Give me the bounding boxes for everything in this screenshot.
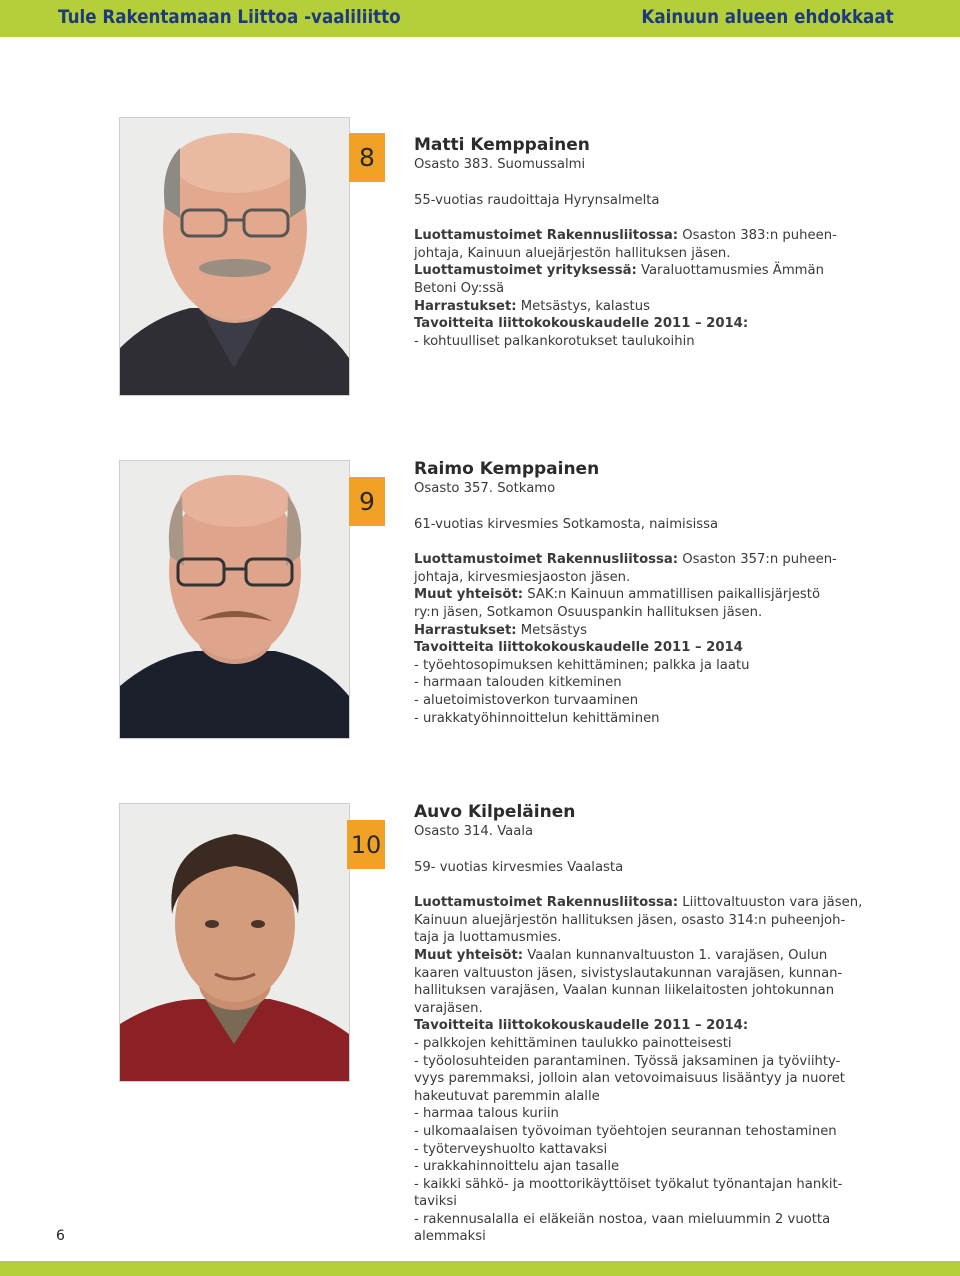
goal-item: - työolosuhteiden parantaminen. Työssä jaksaminen ja työviihty- — [414, 1053, 841, 1069]
goal-item: - urakkatyöhinnoittelun kehittäminen — [414, 710, 660, 726]
trust-text: johtaja, kirvesmiesjaoston jäsen. — [414, 569, 631, 585]
other-text: Vaalan kunnanvaltuuston 1. varajäsen, Oulun — [523, 947, 828, 963]
candidate-intro: 55-vuotias raudoittaja Hyrynsalmelta — [414, 192, 660, 208]
candidate-photo — [119, 460, 350, 739]
other-text: SAK:n Kainuun ammatillisen paikallisjärjestö — [523, 587, 821, 603]
trust-text: Osaston 383:n puheen- — [678, 228, 837, 244]
goal-item: taviksi — [414, 1194, 457, 1210]
company-text: Varaluottamusmies Ämmän — [636, 263, 824, 279]
candidate-photo — [119, 117, 350, 396]
goal-item: hakeutuvat paremmin alalle — [414, 1088, 600, 1104]
candidate-info — [414, 135, 864, 350]
candidate-photo — [119, 803, 350, 1082]
trust-text: Liittovaltuuston vara jäsen, — [678, 895, 863, 911]
candidate-intro: 61-vuotias kirvesmies Sotkamosta, naimisissa — [414, 516, 719, 532]
company-label: Luottamustoimet yrityksessä: — [414, 263, 637, 279]
trust-label: Luottamustoimet Rakennusliitossa: — [414, 552, 679, 568]
page-number: 6 — [56, 1228, 65, 1244]
hobbies-text: Metsästys, kalastus — [516, 298, 650, 314]
header-right-title: Kainuun alueen ehdokkaat — [641, 6, 894, 28]
goal-item: - harmaan talouden kitkeminen — [414, 675, 622, 691]
other-label: Muut yhteisöt: — [414, 947, 524, 963]
goal-item: alemmaksi — [414, 1229, 486, 1245]
goals-label: Tavoitteita liittokokouskaudelle 2011 – 2014: — [414, 1018, 749, 1034]
other-text: ry:n jäsen, Sotkamon Osuuspankin hallituksen jäsen. — [414, 604, 763, 620]
other-text: kaaren valtuuston jäsen, sivistyslautakunnan varajäsen, kunnan- — [414, 965, 843, 981]
trust-label: Luottamustoimet Rakennusliitossa: — [414, 895, 679, 911]
hobbies-label: Harrastukset: — [414, 298, 517, 314]
goal-item: - rakennusalalla ei eläkeiän nostoa, vaan mieluummin 2 vuotta — [414, 1211, 831, 1227]
candidate-number-badge: 8 — [349, 133, 385, 182]
goal-item: - harmaa talous kuriin — [414, 1106, 559, 1122]
candidate-name: Auvo Kilpeläinen — [414, 802, 576, 822]
candidate-info — [414, 802, 864, 1246]
goal-item: - palkkojen kehittäminen taulukko painotteisesti — [414, 1035, 732, 1051]
header-left-title: Tule Rakentamaan Liittoa -vaaliliitto — [58, 6, 401, 28]
footer-bar — [0, 1261, 960, 1276]
candidate-name: Raimo Kemppainen — [414, 459, 600, 479]
candidate-branch: Osasto 383. Suomussalmi — [414, 157, 586, 172]
trust-text: taja ja luottamusmies. — [414, 930, 562, 946]
candidate-name: Matti Kemppainen — [414, 135, 590, 155]
goals-label: Tavoitteita liittokokouskaudelle 2011 – 2014 — [414, 640, 743, 656]
trust-text: Kainuun aluejärjestön hallituksen jäsen, osasto 314:n puheenjoh- — [414, 912, 846, 928]
trust-label: Luottamustoimet Rakennusliitossa: — [414, 228, 679, 244]
hobbies-text: Metsästys — [516, 622, 588, 638]
goal-item: vyys paremmaksi, jolloin alan vetovoimaisuus lisääntyy ja nuoret — [414, 1071, 845, 1087]
goal-item: - kohtuulliset palkankorotukset taulukoihin — [414, 333, 695, 349]
company-text: Betoni Oy:ssä — [414, 280, 505, 296]
other-label: Muut yhteisöt: — [414, 587, 524, 603]
candidate-info — [414, 459, 864, 727]
goal-item: - työehtosopimuksen kehittäminen; palkka ja laatu — [414, 657, 750, 673]
candidate-branch: Osasto 314. Vaala — [414, 824, 534, 839]
trust-text: Osaston 357:n puheen- — [678, 552, 837, 568]
other-text: varajäsen. — [414, 1000, 483, 1016]
candidate-number-badge: 9 — [349, 477, 385, 526]
candidate-intro: 59- vuotias kirvesmies Vaalasta — [414, 859, 624, 875]
goals-label: Tavoitteita liittokokouskaudelle 2011 – 2014: — [414, 316, 749, 332]
goal-item: - työterveyshuolto kattavaksi — [414, 1141, 608, 1157]
goal-item: - kaikki sähkö- ja moottorikäyttöiset työkalut työnantajan hankit- — [414, 1176, 843, 1192]
candidate-number-badge: 10 — [347, 820, 385, 869]
hobbies-label: Harrastukset: — [414, 622, 517, 638]
goal-item: - urakkahinnoittelu ajan tasalle — [414, 1159, 620, 1175]
goal-item: - aluetoimistoverkon turvaaminen — [414, 692, 639, 708]
candidate-branch: Osasto 357. Sotkamo — [414, 481, 556, 496]
other-text: hallituksen varajäsen, Vaalan kunnan liikelaitosten johtokunnan — [414, 983, 835, 999]
goal-item: - ulkomaalaisen työvoiman työehtojen seurannan tehostaminen — [414, 1123, 837, 1139]
trust-text: johtaja, Kainuun aluejärjestön hallituksen jäsen. — [414, 245, 731, 261]
